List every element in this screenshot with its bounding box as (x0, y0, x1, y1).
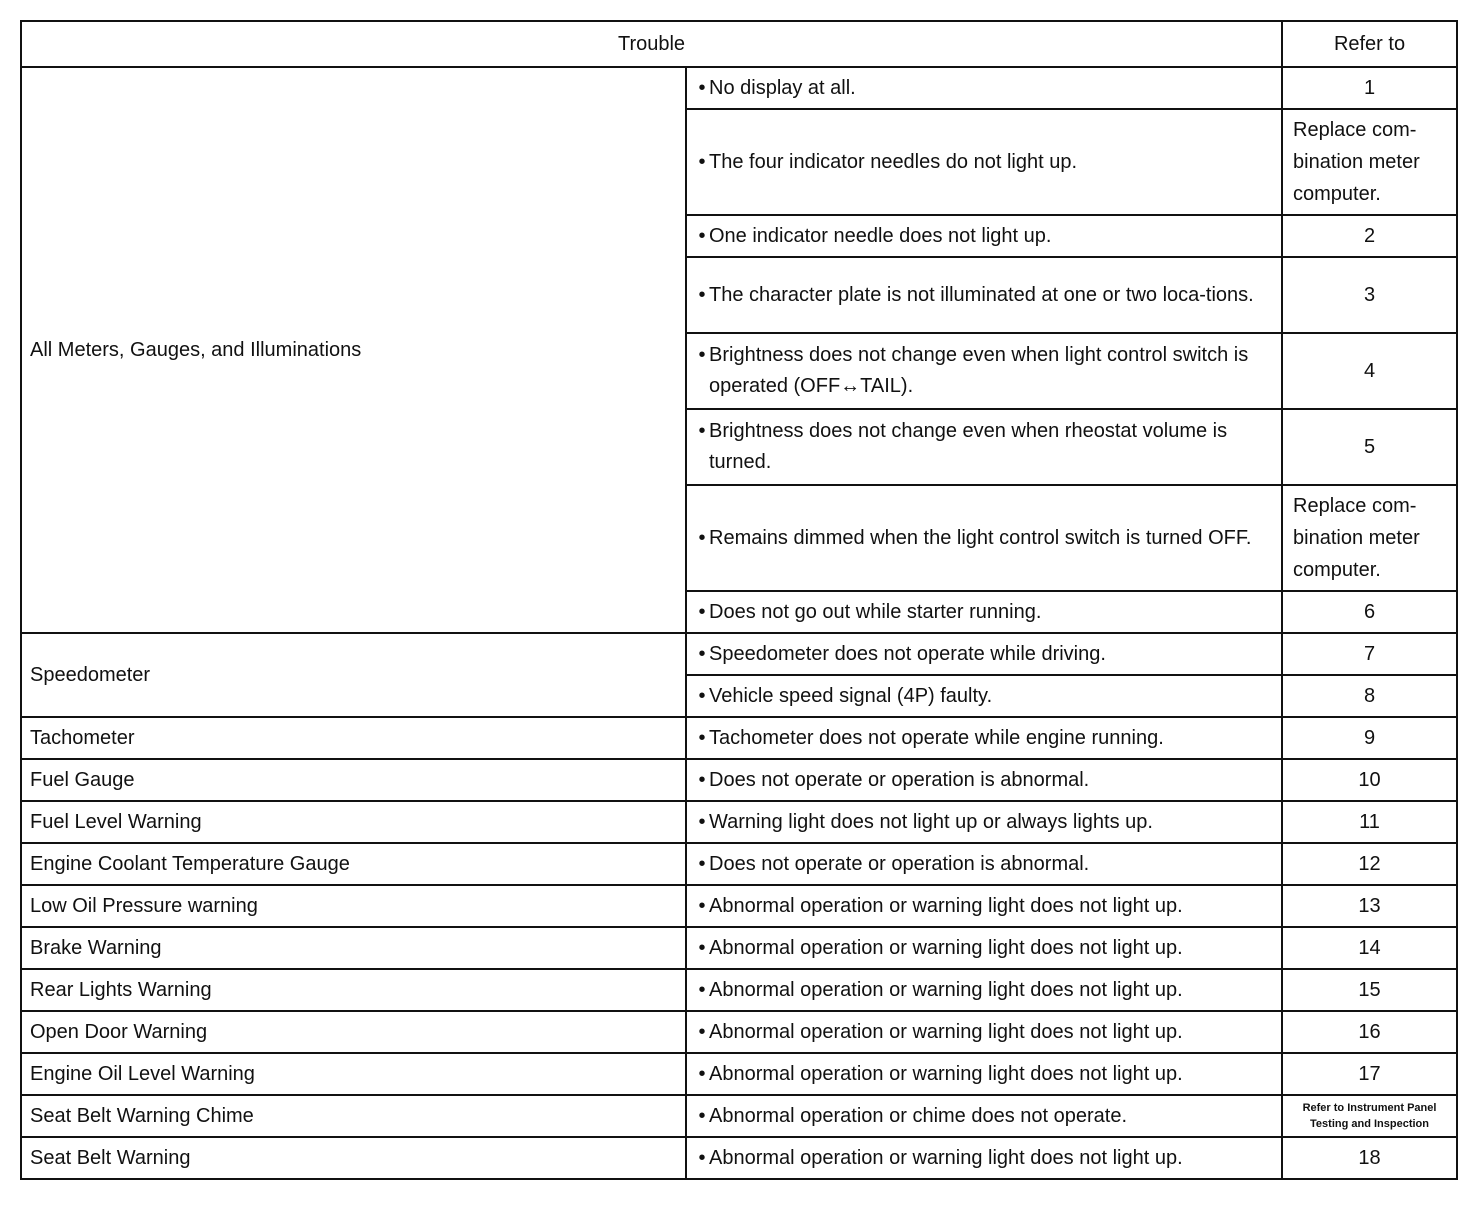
symptom-cell (686, 843, 1282, 885)
table-row (21, 67, 1457, 109)
system-cell: Fuel Gauge (21, 759, 686, 801)
refer-cell: 14 (1282, 927, 1457, 969)
symptom-text: Speedometer does not operate while driving. (709, 642, 1106, 665)
system-cell: Low Oil Pressure warning (21, 885, 686, 927)
symptom-cell (686, 67, 1282, 109)
symptom-cell (686, 675, 1282, 717)
table-row (21, 717, 1457, 759)
refer-cell: 15 (1282, 969, 1457, 1011)
symptom-text: Tachometer does not operate while engine running. (709, 726, 1164, 749)
bullet-icon: • (698, 600, 706, 623)
bullet-icon: • (698, 936, 706, 959)
system-cell: All Meters, Gauges, and Illuminations (21, 67, 686, 633)
bullet-icon: • (698, 1062, 706, 1085)
symptom-text: Brightness does not change even when rheostat volume is turned. (709, 420, 1228, 473)
table-row (21, 885, 1457, 927)
system-cell: Brake Warning (21, 927, 686, 969)
symptom-cell (686, 333, 1282, 409)
refer-cell: 9 (1282, 717, 1457, 759)
symptom-text: Abnormal operation or warning light does not light up. (709, 936, 1183, 959)
table-row (21, 1011, 1457, 1053)
symptom-text: Abnormal operation or warning light does not light up. (709, 1062, 1183, 1085)
symptom-text: The four indicator needles do not light up. (709, 150, 1078, 173)
symptom-text: No display at all. (709, 76, 856, 99)
bullet-icon: • (698, 768, 706, 791)
bullet-icon: • (698, 852, 706, 875)
refer-cell: 4 (1282, 333, 1457, 409)
system-cell: Engine Coolant Temperature Gauge (21, 843, 686, 885)
symptom-cell (686, 717, 1282, 759)
symptom-text: Abnormal operation or warning light does not light up. (709, 978, 1183, 1001)
symptom-cell (686, 1011, 1282, 1053)
bullet-icon: • (698, 810, 706, 833)
refer-cell: Replace com-bination meter computer. (1282, 485, 1457, 591)
table-row (21, 1137, 1457, 1179)
symptom-text: Abnormal operation or warning light does not light up. (709, 894, 1183, 917)
refer-cell: 7 (1282, 633, 1457, 675)
bullet-icon: • (698, 726, 706, 749)
bullet-icon: • (698, 420, 706, 442)
bullet-icon: • (698, 1146, 706, 1169)
bullet-icon: • (698, 76, 706, 99)
bullet-icon: • (698, 684, 706, 707)
table-row (21, 633, 1457, 675)
bullet-icon: • (698, 1104, 706, 1127)
refer-cell: 16 (1282, 1011, 1457, 1053)
table-row (21, 1053, 1457, 1095)
refer-cell: 1 (1282, 67, 1457, 109)
symptom-cell (686, 1137, 1282, 1179)
symptom-cell (686, 591, 1282, 633)
symptom-text: Does not operate or operation is abnormal. (709, 852, 1090, 875)
symptom-cell (686, 1095, 1282, 1137)
symptom-cell (686, 885, 1282, 927)
system-cell: Engine Oil Level Warning (21, 1053, 686, 1095)
symptom-text: Abnormal operation or chime does not operate. (709, 1104, 1128, 1127)
bullet-icon: • (698, 150, 706, 173)
bullet-icon: • (698, 642, 706, 665)
refer-cell: 13 (1282, 885, 1457, 927)
symptom-text: The character plate is not illuminated at one or two loca-tions. (709, 283, 1254, 306)
system-cell: Fuel Level Warning (21, 801, 686, 843)
system-cell: Speedometer (21, 633, 686, 717)
symptom-cell (686, 633, 1282, 675)
refer-cell: 10 (1282, 759, 1457, 801)
symptom-text: One indicator needle does not light up. (709, 224, 1052, 247)
symptom-cell (686, 801, 1282, 843)
table-row (21, 927, 1457, 969)
system-cell: Tachometer (21, 717, 686, 759)
symptom-text: Abnormal operation or warning light does not light up. (709, 1020, 1183, 1043)
refer-to-header: Refer to (1282, 21, 1457, 67)
bullet-icon: • (698, 283, 706, 306)
bullet-icon: • (698, 978, 706, 1001)
refer-cell: 12 (1282, 843, 1457, 885)
refer-cell: 8 (1282, 675, 1457, 717)
symptom-cell (686, 215, 1282, 257)
system-cell: Seat Belt Warning Chime (21, 1095, 686, 1137)
symptom-text: Warning light does not light up or always lights up. (709, 810, 1153, 833)
refer-cell: 6 (1282, 591, 1457, 633)
table-row (21, 1095, 1457, 1137)
system-cell: Seat Belt Warning (21, 1137, 686, 1179)
refer-cell: 5 (1282, 409, 1457, 485)
symptom-text: Does not go out while starter running. (709, 600, 1042, 623)
symptom-text: Vehicle speed signal (4P) faulty. (709, 684, 993, 707)
symptom-text: Brightness does not change even when light control switch is operated (OFF↔TAIL). (709, 344, 1249, 397)
symptom-cell (686, 257, 1282, 333)
system-cell: Open Door Warning (21, 1011, 686, 1053)
bullet-icon: • (698, 344, 706, 366)
symptom-text: Remains dimmed when the light control switch is turned OFF. (709, 526, 1252, 549)
symptom-cell (686, 927, 1282, 969)
bullet-icon: • (698, 526, 706, 549)
bullet-icon: • (698, 224, 706, 247)
refer-cell: 18 (1282, 1137, 1457, 1179)
trouble-table (20, 20, 1458, 1180)
symptom-cell (686, 1053, 1282, 1095)
symptom-text: Does not operate or operation is abnormal. (709, 768, 1090, 791)
table-row (21, 969, 1457, 1011)
table-row (21, 759, 1457, 801)
refer-cell: 2 (1282, 215, 1457, 257)
table-row (21, 801, 1457, 843)
bullet-icon: • (698, 1020, 706, 1043)
symptom-cell (686, 969, 1282, 1011)
refer-cell: Refer to Instrument Panel Testing and Inspection (1282, 1095, 1457, 1137)
system-cell: Rear Lights Warning (21, 969, 686, 1011)
symptom-cell (686, 109, 1282, 215)
symptom-cell (686, 485, 1282, 591)
trouble-header: Trouble (21, 21, 1282, 67)
refer-cell: 17 (1282, 1053, 1457, 1095)
refer-cell: 11 (1282, 801, 1457, 843)
bullet-icon: • (698, 894, 706, 917)
symptom-text: Abnormal operation or warning light does not light up. (709, 1146, 1183, 1169)
refer-cell: Replace com-bination meter computer. (1282, 109, 1457, 215)
refer-cell: 3 (1282, 257, 1457, 333)
symptom-cell (686, 409, 1282, 485)
symptom-cell (686, 759, 1282, 801)
table-row (21, 843, 1457, 885)
